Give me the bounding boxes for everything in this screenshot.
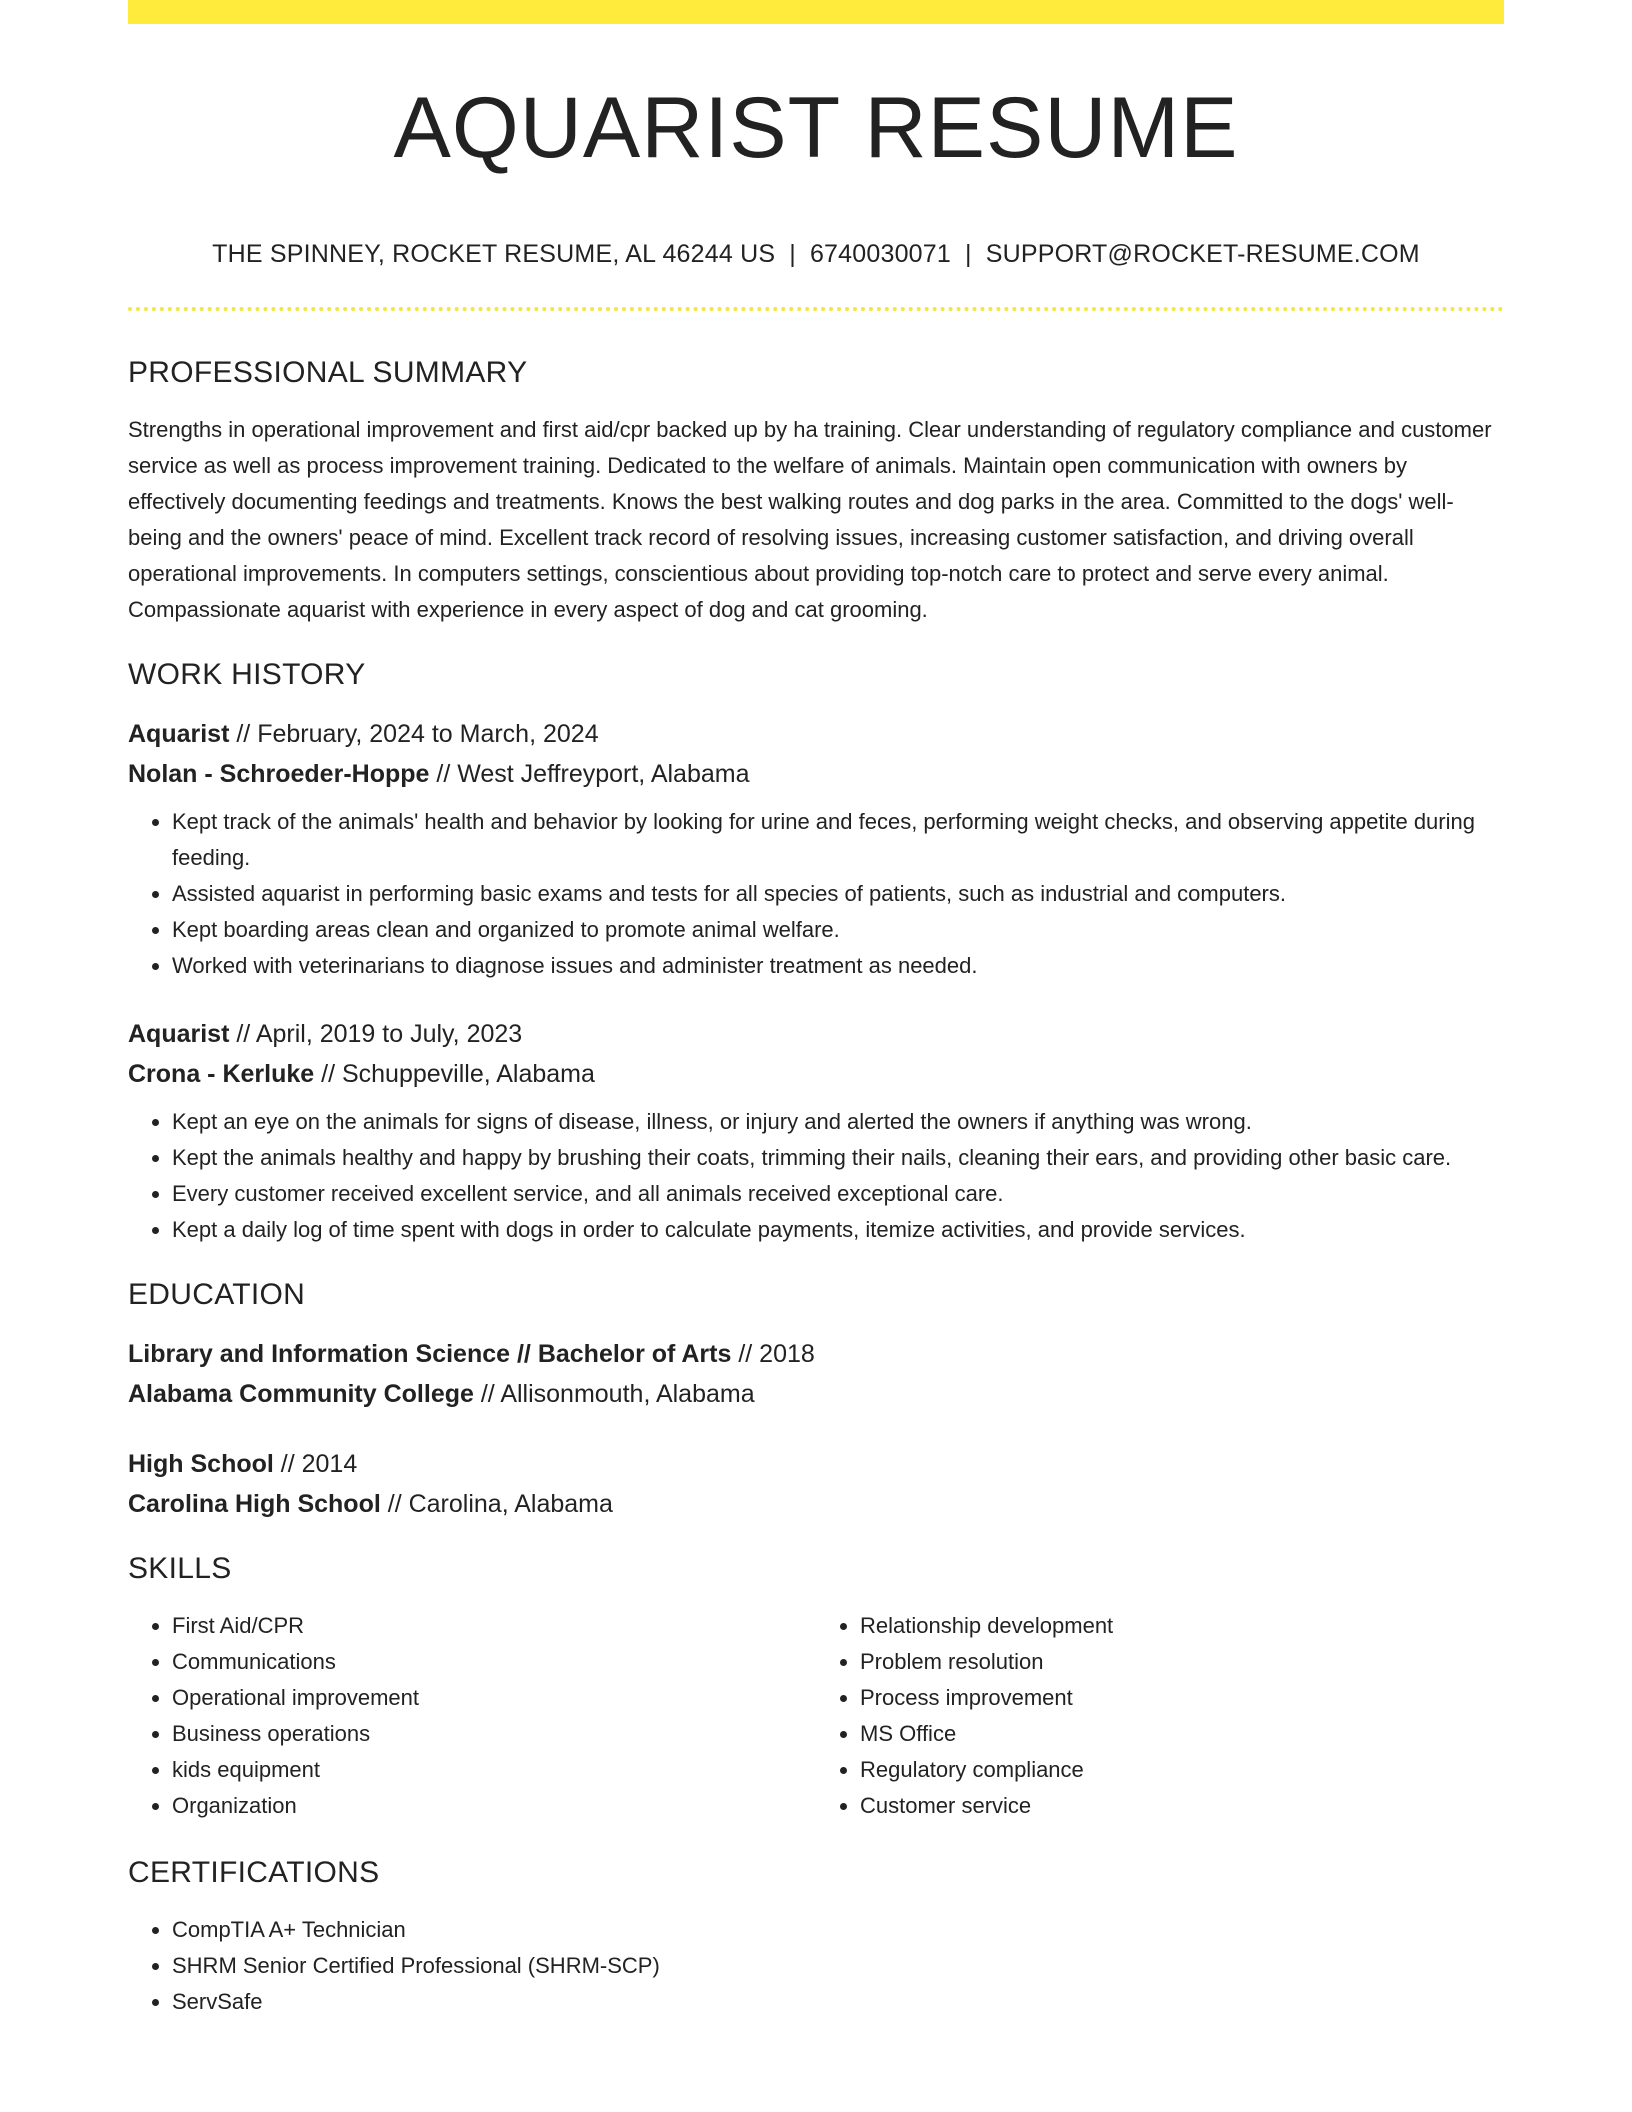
field-separator: // [229,720,258,748]
section-heading-summary: PROFESSIONAL SUMMARY [128,356,528,389]
skill-item: • kids equipment [172,1752,816,1788]
skills-list-left [128,1608,816,1824]
contact-email: SUPPORT@ROCKET-RESUME.COM [985,240,1420,268]
section-heading-education: EDUCATION [128,1278,306,1311]
school-name: Alabama Community College [128,1380,474,1408]
job-bullet: • Kept an eye on the animals for signs of disease, illness, or injury and alerted the owners if anything was wrong. [172,1104,1504,1140]
graduation-year: 2018 [759,1340,815,1368]
job-company: Nolan - Schroeder-Hoppe [128,760,430,788]
contact-separator: | [789,240,796,268]
graduation-year: 2014 [301,1450,358,1478]
skill-item: • First Aid/CPR [172,1608,816,1644]
accent-top-bar [128,0,1504,24]
school-line [128,1484,1504,1524]
summary-text: Strengths in operational improvement and first aid/cpr backed up by ha training. Clear understanding of regulatory compliance and customer service as well as process improvement training. Dedicated to the welfare of animals. Maintain open communication with owners by effectively documenting feedings and treatments. Knows the best walking routes and dog parks in the area. Committed to the dogs' well-being and the owners' peace of mind. Excellent track record of resolving issues, increasing customer satisfaction, and driving overall operational improvements. In computers settings, conscientious about providing top-notch care to protect and serve every animal. Compassionate aquarist with experience in every aspect of dog and cat grooming. [128,417,1492,622]
skill-item: • Relationship development [860,1608,1504,1644]
job-title: Aquarist [128,1020,230,1048]
field-separator: // [314,1060,342,1088]
skill-item: • Regulatory compliance [860,1752,1504,1788]
school-location: Carolina, Alabama [408,1490,613,1518]
job-title: Aquarist [128,720,230,748]
job-entry [128,1014,1504,1248]
degree: Library and Information Science // Bachelor of Arts [128,1340,732,1368]
job-title-line [128,714,1504,754]
job-location: West Jeffreyport, Alabama [457,760,750,788]
job-bullet: • Kept boarding areas clean and organized to promote animal welfare. [172,912,1504,948]
job-bullet: • Kept a daily log of time spent with dogs in order to calculate payments, itemize activities, and provide services. [172,1212,1504,1248]
contact-line [128,236,1504,272]
skill-item: • Organization [172,1788,816,1824]
skill-item: • Process improvement [860,1680,1504,1716]
field-separator: // [429,760,458,788]
resume-page [128,0,1504,2014]
certification-item: • SHRM Senior Certified Professional (SHRM-SCP) [172,1948,1504,1984]
skills-list-right [816,1608,1504,1824]
job-bullets [128,804,1504,984]
degree-line [128,1444,1504,1484]
work-history-section [128,654,1504,1248]
skill-item: • Problem resolution [860,1644,1504,1680]
job-bullet: • Kept the animals healthy and happy by brushing their coats, trimming their nails, cleaning their ears, and providing other basic care. [172,1140,1504,1176]
education-entry [128,1334,1504,1414]
field-separator: // [273,1450,302,1478]
section-heading-certifications: CERTIFICATIONS [128,1856,380,1889]
dotted-divider [128,307,1504,311]
certification-item: • ServSafe [172,1984,1504,2020]
school-line [128,1374,1504,1414]
field-separator: // [473,1380,501,1408]
contact-separator: | [965,240,972,268]
job-company-line [128,1054,1504,1094]
field-separator: // [380,1490,409,1518]
section-heading-skills: SKILLS [128,1552,232,1585]
job-bullet: • Kept track of the animals' health and behavior by looking for urine and feces, performing weight checks, and observing appetite during feeding. [172,804,1504,876]
skills-columns [128,1608,1504,1824]
contact-phone: 6740030071 [809,240,951,268]
skill-item: • Operational improvement [172,1680,816,1716]
job-dates: February, 2024 to March, 2024 [257,720,599,748]
certifications-list [128,1912,1504,2020]
job-bullet: • Worked with veterinarians to diagnose issues and administer treatment as needed. [172,948,1504,984]
field-separator: // [731,1340,760,1368]
job-location: Schuppeville, Alabama [341,1060,595,1088]
job-company-line [128,754,1504,794]
job-dates: April, 2019 to July, 2023 [255,1020,523,1048]
job-bullets [128,1104,1504,1248]
job-bullet: • Every customer received excellent service, and all animals received exceptional care. [172,1176,1504,1212]
education-entry [128,1444,1504,1524]
skill-item: • Business operations [172,1716,816,1752]
resume-content [128,352,1504,2020]
section-heading-work: WORK HISTORY [128,658,366,691]
summary-section [128,352,1504,628]
school-name: Carolina High School [128,1490,381,1518]
job-title-line [128,1014,1504,1054]
skill-item: • Communications [172,1644,816,1680]
field-separator: // [229,1020,256,1048]
job-bullet: • Assisted aquarist in performing basic exams and tests for all species of patients, such as industrial and computers. [172,876,1504,912]
contact-address: THE SPINNEY, ROCKET RESUME, AL 46244 US [212,240,776,268]
skill-item: • MS Office [860,1716,1504,1752]
education-section [128,1274,1504,1524]
degree-line [128,1334,1504,1374]
certifications-section [128,1852,1504,2020]
school-location: Allisonmouth, Alabama [500,1380,755,1408]
job-entry [128,714,1504,984]
degree: High School [128,1450,274,1478]
job-company: Crona - Kerluke [128,1060,315,1088]
resume-title: AQUARIST RESUME [393,80,1239,176]
skill-item: • Customer service [860,1788,1504,1824]
skills-section [128,1548,1504,1824]
certification-item: • CompTIA A+ Technician [172,1912,1504,1948]
